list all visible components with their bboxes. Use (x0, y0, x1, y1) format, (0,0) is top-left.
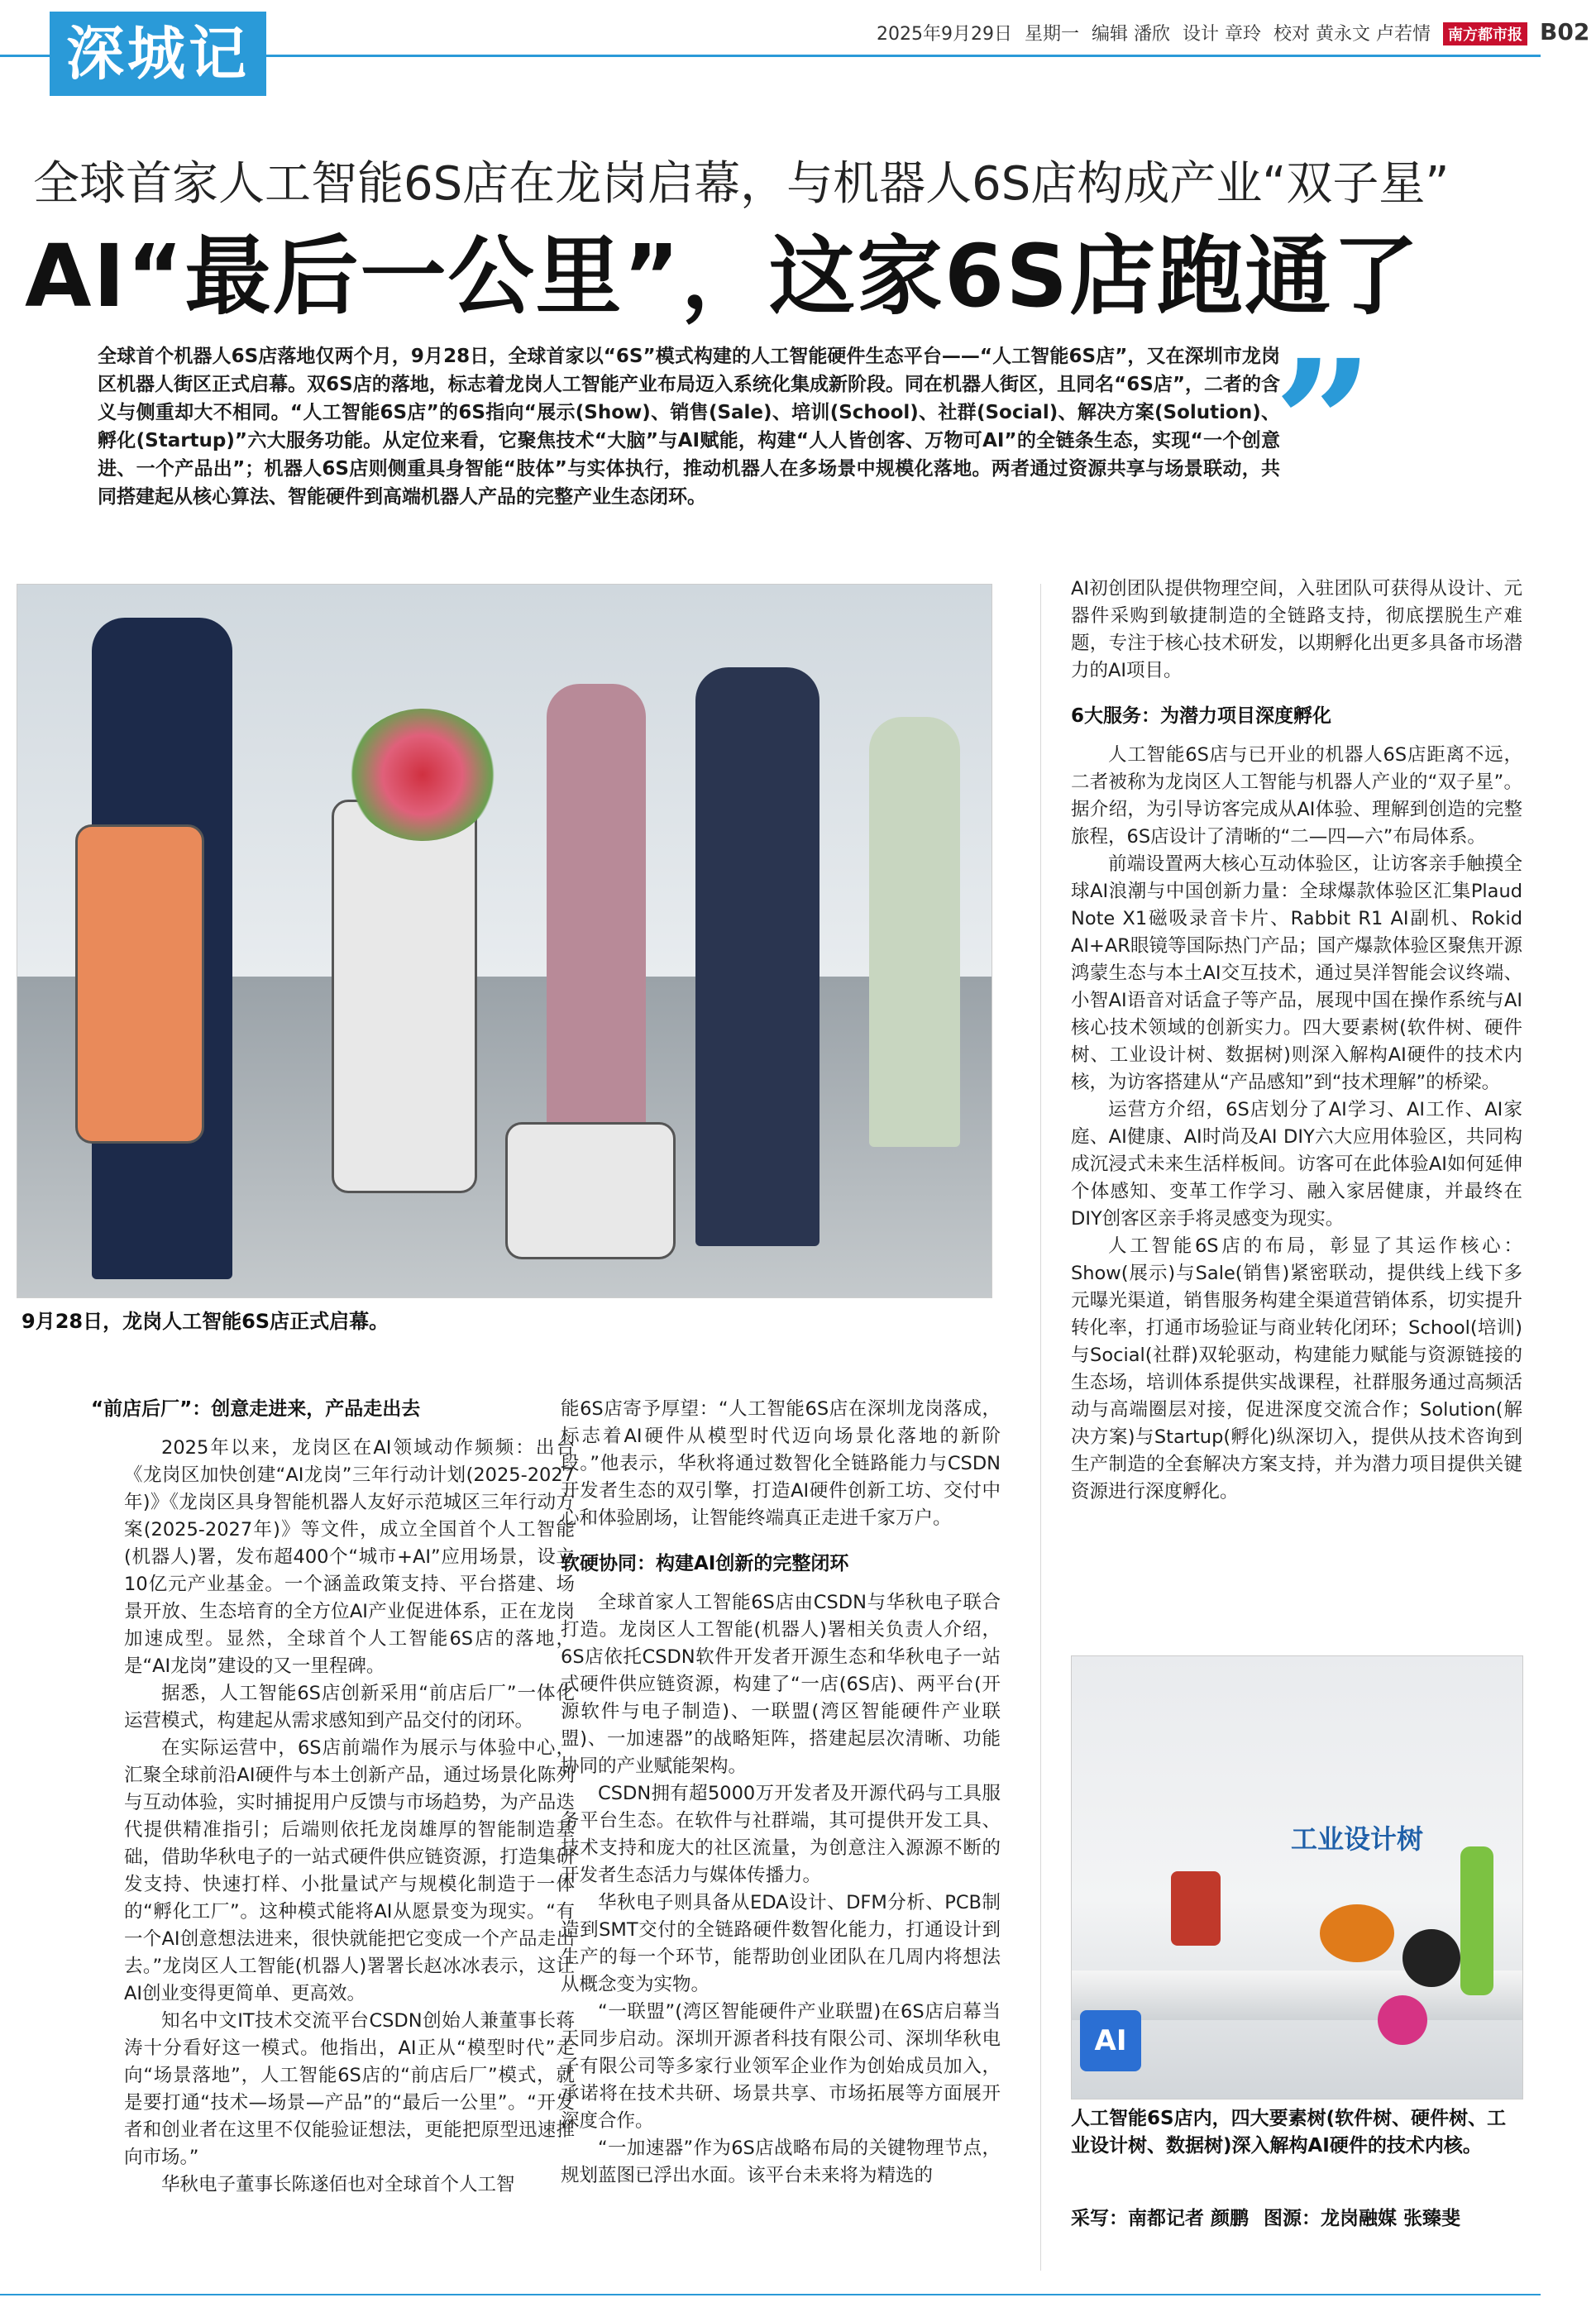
paragraph: 华秋电子则具备从EDA设计、DFM分析、PCB制造到SMT交付的全链路硬件数智化能力，打通设计到生产的每一个环节，能帮助创业团队在几周内将想法从概念变为实物。 (561, 1892, 1001, 1995)
quote-mark-icon: ” (1273, 322, 1374, 526)
footer-rule (0, 2294, 1541, 2295)
section-heading: “前店后厂”：创意走进来，产品走出去 (91, 1398, 421, 1420)
photo-person (547, 684, 646, 1147)
paragraph: “一加速器”作为6S店战略布局的关键物理节点，规划蓝图已浮出水面。该平台未来将为精选的 (561, 2138, 1001, 2186)
subheadline: 全球首家人工智能6S店在龙岗启幕，与机器人6S店构成产业“双子星” (33, 157, 1450, 211)
paragraph: 能6S店寄予厚望：“人工智能6S店在深圳龙岗落成，标志着AI硬件从模型时代迈向场景化落地的新阶段。”他表示，华秋将通过数智化全链路能力与CSDN开发者生态的双引擎，打造AI硬件创新工坊、交付中心和体验剧场，让智能终端真正走进千家万户。 (561, 1398, 1001, 1529)
paragraph: AI初创团队提供物理空间，入驻团队可获得从设计、元器件采购到敏捷制造的全链路支持，彻底摆脱生产难题，专注于核心技术研发，以期孵化出更多具备市场潜力的AI项目。 (1071, 578, 1522, 681)
photo-credit: 图源：龙岗融媒 张臻斐 (1264, 2208, 1461, 2229)
article-column-2 (561, 1396, 1001, 2190)
industrial-design-tree-sign: 工业设计树 (1291, 1823, 1424, 1855)
paragraph: 人工智能6S店与已开业的机器人6S店距离不远，二者被称为龙岗区人工智能与机器人产业的“双子星”。据介绍，为引导访客完成从AI体验、理解到创造的完整旅程，6S店设计了清晰的“二—四—六”布局体系。 (1071, 744, 1522, 848)
display-item (1460, 1846, 1493, 1995)
masthead-meta (877, 18, 1596, 45)
paper-logo: 南方都市报 (1443, 22, 1527, 45)
proofreader-credit: 校对 黄永文 卢若情 (1273, 24, 1431, 45)
display-item (1320, 1904, 1394, 1962)
lead-paragraph: 全球首个机器人6S店落地仅两个月，9月28日，全球首家以“6S”模式构建的人工智能硬件生态平台——“人工智能6S店”，又在深圳市龙岗区机器人街区正式启幕。双6S店的落地，标志着龙岗人工智能产业布局迈入系统化集成新阶段。同在机器人街区，且同名“6S店”，二者的含义与侧重却大不相同。“人工智能6S店”的6S指向“展示(Show)、销售(Sale)、培训(School)、社群(Social)、解决方案(Solution)、孵化(Startup)”六大服务功能。从定位来看，它聚焦技术“大脑”与AI赋能，构建“人人皆创客、万物可AI”的全链条生态，实现“一个创意进、一个产品出”；机器人6S店则侧重具身智能“肢体”与实体执行，推动机器人在多场景中规模化落地。两者通过资源共享与场景联动，共同搭建起从核心算法、智能硬件到高端机器人产品的完整产业生态闭环。 (98, 346, 1280, 508)
photo-person (869, 717, 960, 1147)
page-number: B02 (1540, 18, 1590, 45)
main-photo-caption: 9月28日，龙岗人工智能6S店正式启幕。 (22, 1310, 389, 1333)
paragraph: 前端设置两大核心互动体验区，让访客亲手触摸全球AI浪潮与中国创新力量：全球爆款体验区汇集Plaud Note X1磁吸录音卡片、Rabbit R1 AI副机、Rokid AI+AR眼镜等国际热门产品；国产爆款体验区聚焦开源鸿蒙生态与本土AI交互技术，通过昊洋智能会议终端、小智AI语音对话盒子等产品，展现中国在操作系统与AI核心技术领域的创新实力。四大要素树(软件树、硬件树、工业设计树、数据树)则深入解构AI硬件的技术内核，为访客搭建从“产品感知”到“技术理解”的桥梁。 (1071, 853, 1522, 1093)
paragraph: 运营方介绍，6S店划分了AI学习、AI工作、AI家庭、AI健康、AI时尚及AI DIY六大应用体验区，共同构成沉浸式未来生活样板间。访客可在此体验AI如何延伸个体感知、变革工作学习、融入家居健康，并最终在DIY创客区亲手将灵感变为现实。 (1071, 1099, 1522, 1230)
issue-date: 2025年9月29日 (877, 24, 1012, 45)
robot-dog (75, 824, 204, 1144)
main-photo (17, 584, 992, 1298)
side-photo (1071, 1655, 1523, 2099)
paragraph: 知名中文IT技术交流平台CSDN创始人兼董事长蒋涛十分看好这一模式。他指出，AI正从“模型时代”走向“场景落地”，人工智能6S店的“前店后厂”模式，就是要打通“技术—场景—产品”的“最后一公里”。“开发者和创业者在这里不仅能验证想法，更能把原型迅速推向市场。” (124, 2010, 575, 2168)
article-column-1 (91, 1396, 575, 2199)
byline (1071, 2203, 1469, 2230)
display-item (1402, 1929, 1460, 1987)
paragraph: 2025年以来，龙岗区在AI领域动作频频：出台《龙岗区加快创建“AI龙岗”三年行动计划(2025-2027年)》《龙岗区具身智能机器人友好示范城区三年行动方案(2025-2027年)》等文件，成立全国首个人工智能(机器人)署，发布超400个“城市+AI”应用场景，设立10亿元产业基金。一个涵盖政策支持、平台搭建、场景开放、生态培育的全方位AI产业促进体系，正在龙岗加速成型。显然，全球首个人工智能6S店的落地，是“AI龙岗”建设的又一里程碑。 (124, 1437, 575, 1677)
section-heading: 6大服务：为潜力项目深度孵化 (1071, 705, 1332, 727)
headline: AI“最后一公里”，这家6S店跑通了 (25, 226, 1421, 327)
paragraph: 人工智能6S店的布局，彰显了其运作核心：Show(展示)与Sale(销售)紧密联动，提供线上线下多元曝光渠道，销售服务构建全渠道营销体系，切实提升转化率，打通市场验证与商业转化闭环；School(培训)与Social(社群)双轮驱动，构建能力赋能与资源链接的生态场，培训体系提供实战课程，社群服务通过高频活动与高端圈层对接，促进深度交流合作；Solution(解决方案)与Startup(孵化)纵深切入，提供从技术咨询到生产制造的全套解决方案支持，并为潜力项目提供关键资源进行深度孵化。 (1071, 1235, 1522, 1502)
paragraph: 在实际运营中，6S店前端作为展示与体验中心，汇聚全球前沿AI硬件与本土创新产品，通过场景化陈列与互动体验，实时捕捉用户反馈与市场趋势，为产品迭代提供精准指引；后端则依托龙岗雄厚的智能制造基础，借助华秋电子的一站式硬件供应链资源，打造集研发支持、快速打样、小批量试产与规模化制造于一体的“孵化工厂”。这种模式能将AI从愿景变为现实。“有一个AI创意想法进来，很快就能把它变成一个产品走出去。”龙岗区人工智能(机器人)署署长赵冰冰表示，这让AI创业变得更简单、更高效。 (124, 1737, 575, 2004)
editor-credit: 编辑 潘欣 (1092, 24, 1170, 45)
photo-person (695, 667, 820, 1246)
ai-sign: AI (1080, 2010, 1141, 2071)
side-photo-caption: 人工智能6S店内，四大要素树(软件树、硬件树、工业设计树、数据树)深入解构AI硬件的技术内核。 (1071, 2108, 1507, 2157)
paragraph: 华秋电子董事长陈遂佰也对全球首个人工智 (161, 2174, 515, 2195)
section-heading: 软硬协同：构建AI创新的完整闭环 (561, 1553, 849, 1574)
paragraph: “一联盟”(湾区智能硬件产业联盟)在6S店启幕当天同步启动。深圳开源者科技有限公司、深圳华秋电子有限公司等多家行业领军企业作为创始成员加入，承诺将在技术共研、场景共享、市场拓展等方面展开深度合作。 (561, 2001, 1001, 2132)
designer-credit: 设计 章玲 (1183, 24, 1261, 45)
robot-dog (505, 1122, 676, 1259)
display-item (1378, 1995, 1427, 2045)
paragraph: CSDN拥有超5000万开发者及开源代码与工具服务平台生态。在软件与社群端，其可提供开发工具、技术支持和庞大的社区流量，为创意注入源源不断的开发者生态活力与媒体传播力。 (561, 1783, 1001, 1886)
weekday: 星期一 (1024, 24, 1079, 45)
paragraph: 据悉，人工智能6S店创新采用“前店后厂”一体化运营模式，构建起从需求感知到产品交付的闭环。 (124, 1683, 575, 1732)
paragraph: 全球首家人工智能6S店由CSDN与华秋电子联合打造。龙岗区人工智能(机器人)署相关负责人介绍，6S店依托CSDN软件开发者开源生态和华秋电子一站式硬件供应链资源，构建了“一店(6S店)、两平台(开源软件与电子制造)、一联盟(湾区智能硬件产业联盟)、一加速器”的战略矩阵，搭建起层次清晰、功能协同的产业赋能架构。 (561, 1592, 1001, 1777)
section-tag: 深城记 (50, 12, 266, 96)
column-divider (1040, 584, 1041, 2271)
display-item (1171, 1871, 1221, 1946)
writer-credit: 采写：南都记者 颜鹏 (1071, 2208, 1250, 2229)
humanoid-robot (332, 800, 477, 1193)
article-column-3 (1071, 576, 1522, 1506)
flower-bouquet (348, 709, 497, 841)
